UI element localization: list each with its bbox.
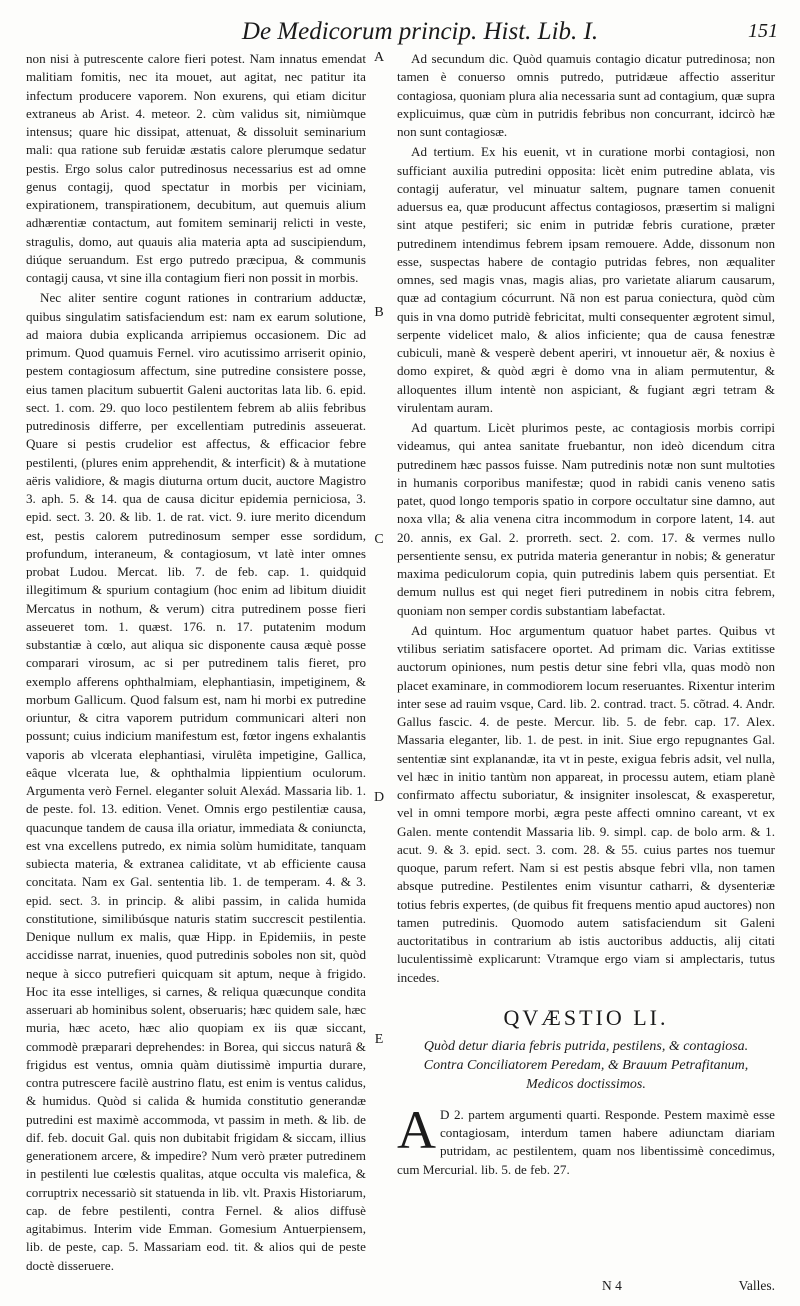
right-paragraph-4: Ad quintum. Hoc argumentum quatuor habet partes. Quibus vt vtilibus seriatim satisfacere oportet. Ad primam dic. Varias extitisse auctorum opiniones, num pestis detur sine febri vlla, quas modò non placet examinare, in commodiorem locum reseruantes. Rixentur interim inter sese ad rauim vsque, Card. lib. 2. contrad. tract. 5. cõtrad. 4. Andr. Gallus fascic. 4. de peste. Mercur. lib. 5. de febr. cap. 17. Alex. Massaria eleganter, lib. 1. de pest. in init. Siue ergo repugnantes Gal. sententiæ sint explanandæ, ita vt in peste, exigua febris adsit, vel nulla, vel hæc in initio tantùm non appareat, in processu autem, etiam planè confirmato affectu suboriatur, & insigniter insolescat, & exasperetur, vel in omni tempore morbi, ægra peste affecti omnino careant, vt ex Galen. mente contendit Massaria lib. 9. simpl. cap. de bolo arm. & 1. acut. 9. & 3. epid. sect. 3. com. 28. & 55. cuius partes nos tuemur quoque, parum refert. Nam si est pestis absque febri vlla, non tamen absque putredine. Pestilentes enim visuntur catharri, & dysenteriæ totius febris expertes, (de quibus fit frequens mentio apud auctores) non tamen putredinis. Quomodo autem satisfaciendum sit Galeni auctoritatibus in contrarium ab istis auctoribus adductis, alij citati luculentissimè explicarunt: Vtramque ergo viam si amplectaris, tutus incedes. xyxy=(397,622,775,985)
right-paragraph-3: Ad quartum. Licèt plurimos peste, ac contagiosis morbis corripi videamus, qui antea sanitate fruebantur, non ideò dicendum citra putredinem hæc passos fuisse. Nam putredinis notæ non sunt multoties in humanis corporibus manifestæ; quod in rabidi canis veneno satis patet, quod longo temporis spatio in corpore occultatur sine damno, aut noxa vlla; & alia venena citra incommodum in corpore latent, 14. aut 20. annis, ex Gal. 2. prorreth. sect. 2. com. 17. & vermes nullo persentiente sensu, ex putrida materia generantur in nobis; & generatur maxima pediculorum copia, quin putredinis labem quis persentiat. Et demum nullus est qui neget fieri putredinem in nobis citra febrem, quoniam non semper cordis substantiam labefactat. xyxy=(397,420,775,618)
margin-letter-a: A xyxy=(373,50,385,65)
left-column xyxy=(26,50,366,1277)
running-title: De Medicorum princip. Hist. Lib. I. xyxy=(241,18,599,45)
margin-letter-d: D xyxy=(373,790,385,805)
question-heading: QVÆSTIO LI. xyxy=(503,1004,669,1030)
final-paragraph xyxy=(397,1099,775,1179)
signature-mark: N 4 xyxy=(602,1278,622,1293)
catchword: Valles. xyxy=(738,1278,775,1293)
left-paragraph-1: non nisi à putrescente calore fieri potest. Nam innatus emendat malitiam fomitis, nec ita mouet, aut agitat, nec patitur ita infectum producere vaporem. Non exurens, qui etiam dicitur extraneus ab Arist. 4. meteor. 2. cùm validus sit, nimiùmque intensus; quare hic dissipat, attenuat, & dissoluit seminarium mali: qua ratione sub feruidæ æstatis calore plerumque sedatur pestis. Ergo solus calor putredinosus necessarius est ad omne genus contagij, quod spectatur in morbis per viciniam, expirationem, transpirationem, decubitum, aut quemuis alium adhærentiæ contactum, aut fomitem seminarij relicti in veste, stragulis, domo, aut quauis alia materia apta ad suscipiendum, diúque seruandum. Est ergo putredo præcipua, & communis contagij causa, vt sine illa contagium fieri non possit in morbis. xyxy=(26,51,366,285)
margin-letter-e: E xyxy=(374,1032,384,1047)
right-paragraph-1: Ad secundum dic. Quòd quamuis contagio dicatur putredinosa; non tamen è conuerso omnis putredo, putridæue affectio asseritur contagiosa, quoniam plura alia necessaria sunt ad contagium, quæ supra explicuimus, quæ cùm in putridis febribus non concurrant, idcircò hæ non sunt contagiosæ. xyxy=(397,51,775,139)
right-column xyxy=(397,50,775,1181)
page-number: 151 xyxy=(748,20,778,42)
margin-letter-b: B xyxy=(374,305,384,320)
final-paragraph-text: D 2. partem argumenti quarti. Responde. Pestem maximè esse contagiosam, interdum tamen habere adiunctam diariam putridam, ac pestilentem, quam nos libentissimè concedimus, cum Mercurial. lib. 5. de feb. 27. xyxy=(397,1106,775,1177)
margin-letter-c: C xyxy=(374,532,384,547)
left-paragraph-2: Nec aliter sentire cogunt rationes in contrarium adductæ, quibus singulatim satisfaciendum est: nam ex earum solutione, ad maiora dubia explicanda arripiemus occasionem. Dic ad primum. Quod quamuis Fernel. viro acutissimo arriserit opinio, pestem contagiosum affectum, sine putredine consistere posse, eius tamen placitum subuertit Galeni auctoritas lata lib. 6. epid. sect. 1. com. 29. quo loco pestilentem febrem ab aliis febribus putredinosis differre, per excellentiam putredinis asseuerat. Quare si pestis crudelior est affectus, & efficacior febre pestilenti, (plures enim apprehendit, & interficit) & à mutatione aëris validiore, & magis diuturna ortum ducit, auctore Magistro 3. aph. 5. & 14. qua de causa dicitur epidemia perniciosa, 3. epid. sect. 3. 20. & lib. 1. de rat. vict. 9. iure merito dicendum est, pestis calorem putredinosum semper esse sordidum, profundum, interaneum, & contagiosum, vt latè inter omnes probat Ludou. Mercat. lib. 7. de feb. cap. 1. quidquid illegitimum & spurium contagium (hoc enim ad libitum diuidit Mercatus in nothum, & verum) citra putredinem posse fieri asseueret tom. 1. quæst. 176. n. 17. putatenim modum substantiæ à cœlo, aut aliqua sic disponente causa æquè posse comparari virosum, ac si per putredinem talis fieret, pro exemplo afferens ophthalmiam, elephantiasin, impetiginem, & morbum Gallicum. Quod falsum est, nam hi morbi ex putredine oriuntur, & citra vaporem putridum communicari alteri non possunt; cuius indicium manifestum est, fœtor ingens exhalantis vaporis ab vlcerata elephantiasi, virulêta impetigine, Gallica, eâque vlcerata lue, & ophthalmia lippientium oculorum. Argumenta verò Fernel. eleganter soluit Alexád. Massaria lib. 1. de peste. fol. 13. edition. Venet. Omnis ergo pestilentiæ causa, quacunque tandem de causa illa oriatur, immediata & coniuncta, est vna excellens putredo, ex nimia solùm humiditate, tanquam subiecta materia, & extranea caliditate, vt ab efficiente causa concitata. Nam ex Gal. sententia lib. 1. de temperam. 4. & 3. epid. sect. 3. in princip. & alibi passim, in calida humida constitutione, similibúsque naturis statim succrescit pestilentia. Denique nullum ex malis, quæ Hipp. in Epidemiis, in peste accidisse narrat, inuenies, quod putredinis soboles non sit, quòd neque à sicco putrefieri quicquam sit aptum, neque à frigido. Hoc ita esse intelliges, si carnes, & reliqua quæcunque condita asseruari ab hominibus solent, obseruaris; hæc quidem sale, hæc muria, hæc aceto, hæc alio quopiam ex iis quæ siccant, commodè præparari deprehendes: in Borea, qui siccus naturâ & frigidus est ventus, omnia quàm diutissimè impurtia durare, contra putrescere facilè austrino flatu, est enim is ventus calidus, & humidus. Quòd si calida & humida constitutio generandæ putredini est maximè accommoda, vt passim in meth. & lib. de dif. feb. docuit Gal. quis non dubitabit frigidam & siccam, illius generationem arcere, & impedire? Num verò præter putredinem in pestilenti lue cœlestis qualitas, atque occulta vis malefica, & corruptrix necessariò sit statuenda in lib. vlt. Praxis Historiarum, cap. de febre pestilenti, contra Fernel. & alios diffusè agitabimus. Interim vide Emman. Gomesium Antuerpiensem, lib. de peste, cap. 5. Massariam eod. tit. & alios qui de peste doctè disseruere. xyxy=(26,290,366,1273)
question-summary: Quòd detur diaria febris putrida, pestilens, & contagiosa. Contra Conciliatorem Peredam, & Brauum Petrafitanum, Medicos doctissimos. xyxy=(423,1038,749,1092)
right-paragraph-2: Ad tertium. Ex his euenit, vt in curatione morbi contagiosi, non sufficiant auxilia putredini opposita: licèt enim putredine ablata, vis contagij auferatur, vel minuatur saltem, pugnare tamen conuenit aduersus ea, quæ producunt affectus contagiosos, præsertim si maligni sint atque pestiferi; sic enim in putridæ febris curatione, præter putredinem intendimus febrem ipsam remouere. Adde, dissonum non esse, suspectas habere de contagio putridas febres, non æqualiter omnes, sed magis vnas, magis alias, pro varietate aliarum causarum, quæ ad contagium cócurrunt. Nã non est parua coniectura, quòd cùm quis in vna domo putridè febricitat, multi consequenter ægrotent simul, serpente videlicet malo, & alios inficiente; qua de causa fenestræ cubiculi, manè & vesperè debent aperiri, vt innouetur aër, & noxius è domo expiret, & quòd ægri è domo vna in aliam permutentur, & alloquentes illum intentè non aspiciant, & fugiant ægri tetram & virulentam auram. xyxy=(397,144,775,415)
drop-cap: A xyxy=(397,1099,436,1160)
